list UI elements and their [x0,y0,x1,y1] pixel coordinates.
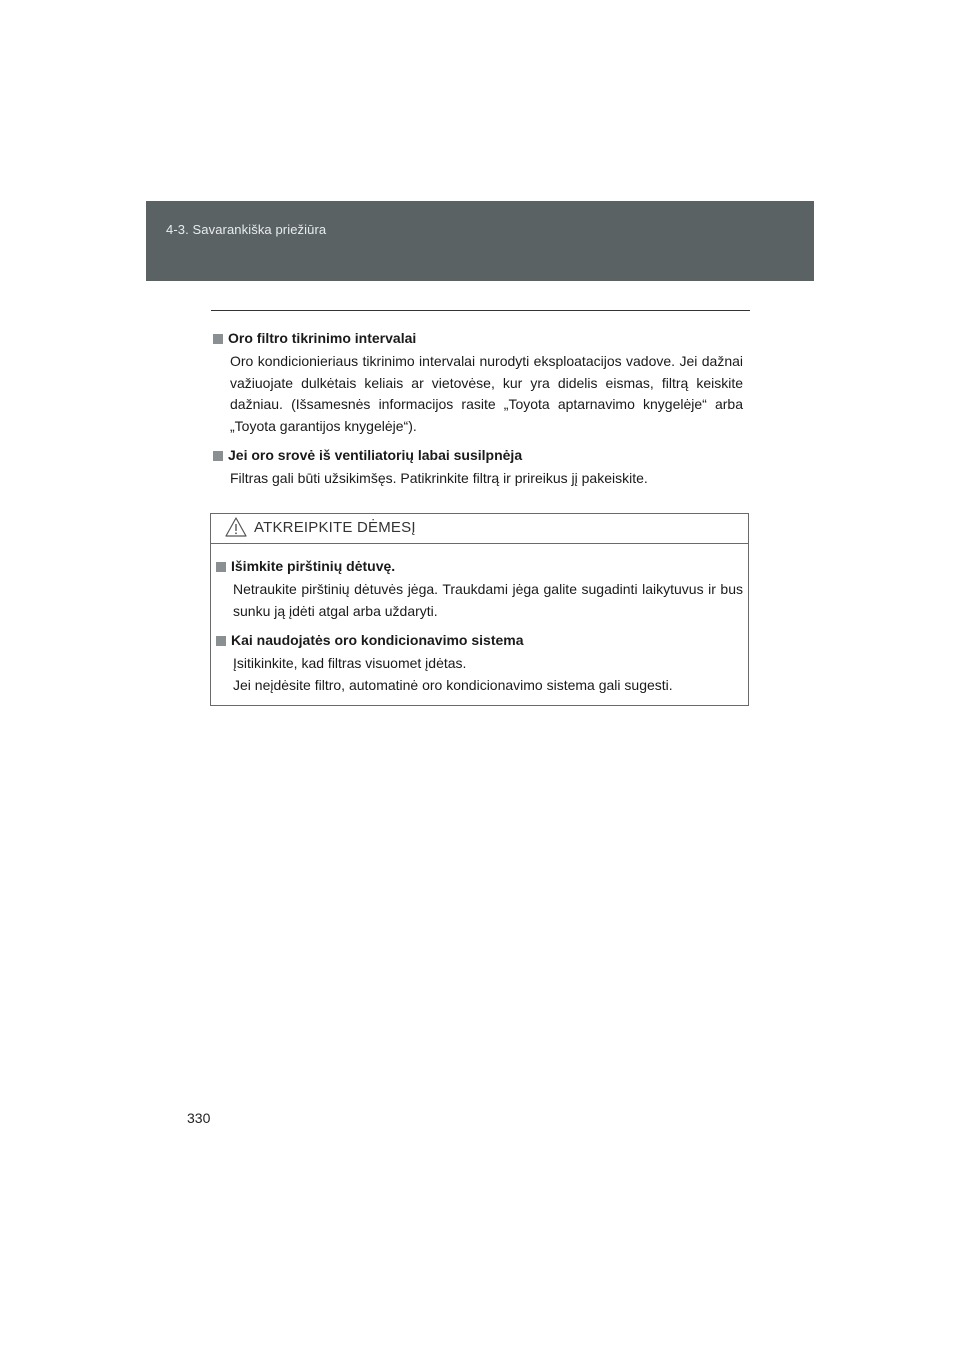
caution-line: Įsitikinkite, kad filtras visuomet įdėtas. [233,655,467,671]
section-paragraph: Oro kondicionieriaus tikrinimo intervalai nurodyti eksploatacijos vadove. Jei dažnai važiuojate dulkėtais keliais ar vietovėse, kur yra didelis eismas, filtrą keiskite dažniau. (Išsamesnės informacijos rasite „Toyota aptarnavimo knygelėje“ arba „Toyota garantijos knygelėje“). [230,353,743,434]
caution-body [216,556,743,696]
caution-title: ATKREIPKITE DĖMESĮ [254,519,416,536]
square-bullet-icon [213,451,223,461]
section-paragraph: Filtras gali būti užsikimšęs. Patikrinkite filtrą ir prireikus jį pakeiskite. [230,470,648,486]
square-bullet-icon [216,562,226,572]
caution-line: Jei neįdėsite filtro, automatinė oro kondicionavimo sistema gali sugesti. [233,676,673,693]
section-title: 4-3. Savarankiška priežiūra [166,222,327,237]
warning-triangle-icon [225,517,247,537]
divider-rule [211,310,750,311]
caution-item-heading-text: Išimkite pirštinių dėtuvę. [231,558,396,574]
caution-box [210,513,749,706]
caution-item-paragraph [233,653,743,696]
section-heading-text: Jei oro srovė iš ventiliatorių labai susilpnėja [228,447,523,463]
caution-item-heading [216,630,743,651]
caution-item-paragraph: Netraukite pirštinių dėtuvės jėga. Traukdami jėga galite sugadinti laikytuvus ir bus sunku ją įdėti atgal arba uždaryti. [233,581,743,619]
page-number: 330 [187,1110,211,1126]
square-bullet-icon [213,334,223,344]
caution-item-heading-text: Kai naudojatės oro kondicionavimo sistema [231,632,524,648]
main-content [213,328,743,490]
caution-item-heading [216,556,743,577]
caution-header [211,514,748,544]
section-heading-text: Oro filtro tikrinimo intervalai [228,330,417,346]
section-header-band [146,201,814,281]
section-heading [213,445,743,466]
square-bullet-icon [216,636,226,646]
section-heading [213,328,743,349]
